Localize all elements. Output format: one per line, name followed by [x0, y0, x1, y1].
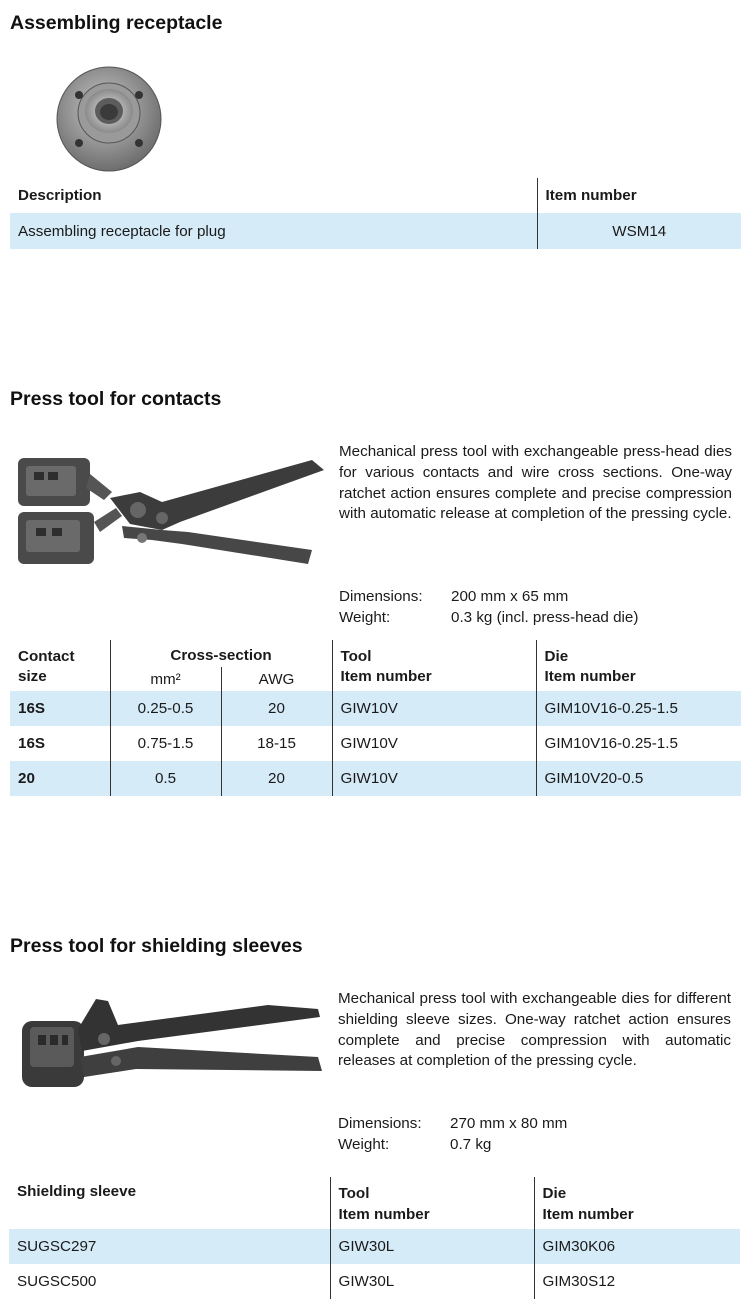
- sleeves-table: [9, 1177, 740, 1299]
- header-tool-item: Tool Item number: [330, 1177, 534, 1229]
- header-shielding-sleeve: Shielding sleeve: [17, 1183, 137, 1200]
- table-row: [10, 726, 741, 761]
- table-row: [10, 213, 741, 249]
- cell-die: GIM10V20-0.5: [536, 761, 741, 796]
- sleeves-tool-description: Mechanical press tool with exchangeable dies for different shielding sleeve sizes. One-way ratchet action ensures complete and precise compression with automatic releases at completion of the pressing cycle.: [338, 990, 731, 1070]
- header-die-item: Die Item number: [536, 640, 741, 691]
- cell-tool: GIW10V: [332, 761, 536, 796]
- cell-die: GIM30K06: [534, 1229, 740, 1264]
- header-die-item: Die Item number: [534, 1177, 740, 1229]
- section-title-sleeves-tool: Press tool for shielding sleeves: [10, 935, 303, 957]
- spec-value: 200 mm x 65 mm: [451, 588, 569, 605]
- header-description: Description: [18, 187, 102, 204]
- cell-die: GIM30S12: [534, 1264, 740, 1299]
- spec-value: 270 mm x 80 mm: [450, 1115, 568, 1132]
- contacts-tool-image: [12, 440, 330, 572]
- spec-label: Dimensions:: [338, 1115, 422, 1132]
- cell-sleeve: SUGSC297: [9, 1229, 330, 1264]
- sleeves-tool-image: [18, 995, 328, 1095]
- section-title-contacts-tool: Press tool for contacts: [10, 388, 222, 410]
- cell-mm2: 0.5: [110, 761, 221, 796]
- cell-awg: 20: [221, 761, 332, 796]
- cell-awg: 20: [221, 691, 332, 726]
- spec-label: Weight:: [339, 609, 391, 626]
- table-row: [9, 1264, 740, 1299]
- header-item-number: Item number: [537, 178, 741, 213]
- cell-description: Assembling receptacle for plug: [10, 213, 537, 249]
- cell-tool: GIW30L: [330, 1264, 534, 1299]
- cell-awg: 18-15: [221, 726, 332, 761]
- table-row: [10, 691, 741, 726]
- header-tool-item: Tool Item number: [332, 640, 536, 691]
- cell-die: GIM10V16-0.25-1.5: [536, 691, 741, 726]
- cell-tool: GIW10V: [332, 726, 536, 761]
- table-row: [10, 761, 741, 796]
- cell-contact-size: 20: [10, 761, 110, 796]
- contacts-tool-specs: [339, 586, 638, 628]
- receptacle-image: [55, 65, 163, 175]
- spec-value: 0.7 kg: [450, 1136, 492, 1153]
- cell-item-number: WSM14: [537, 213, 741, 249]
- table-row: [9, 1229, 740, 1264]
- spec-value: 0.3 kg (incl. press-head die): [451, 609, 639, 626]
- cell-mm2: 0.25-0.5: [110, 691, 221, 726]
- cell-sleeve: SUGSC500: [17, 1273, 97, 1290]
- contacts-tool-description: Mechanical press tool with exchangeable press-head dies for various contacts and wire cross sections. One-way ratchet action ensures complete and precise compression with automatic release at completion of the pressing cycle.: [339, 443, 732, 523]
- header-cross-section: Cross-section: [110, 640, 332, 667]
- cell-contact-size: 16S: [10, 691, 110, 726]
- receptacle-table: [10, 178, 741, 249]
- cell-contact-size: 16S: [18, 735, 46, 752]
- spec-label: Dimensions:: [339, 588, 423, 605]
- cell-tool: GIW30L: [330, 1229, 534, 1264]
- cell-tool: GIW10V: [332, 691, 536, 726]
- header-awg: AWG: [221, 667, 332, 691]
- sleeves-tool-specs: [338, 1113, 567, 1155]
- cell-die: GIM10V16-0.25-1.5: [536, 726, 741, 761]
- section-title-receptacle: Assembling receptacle: [10, 12, 223, 34]
- cell-mm2: 0.75-1.5: [110, 726, 221, 761]
- header-mm2: mm²: [110, 667, 221, 691]
- header-contact-size: Contact size: [18, 648, 75, 685]
- spec-label: Weight:: [338, 1136, 390, 1153]
- contacts-table: [10, 640, 741, 796]
